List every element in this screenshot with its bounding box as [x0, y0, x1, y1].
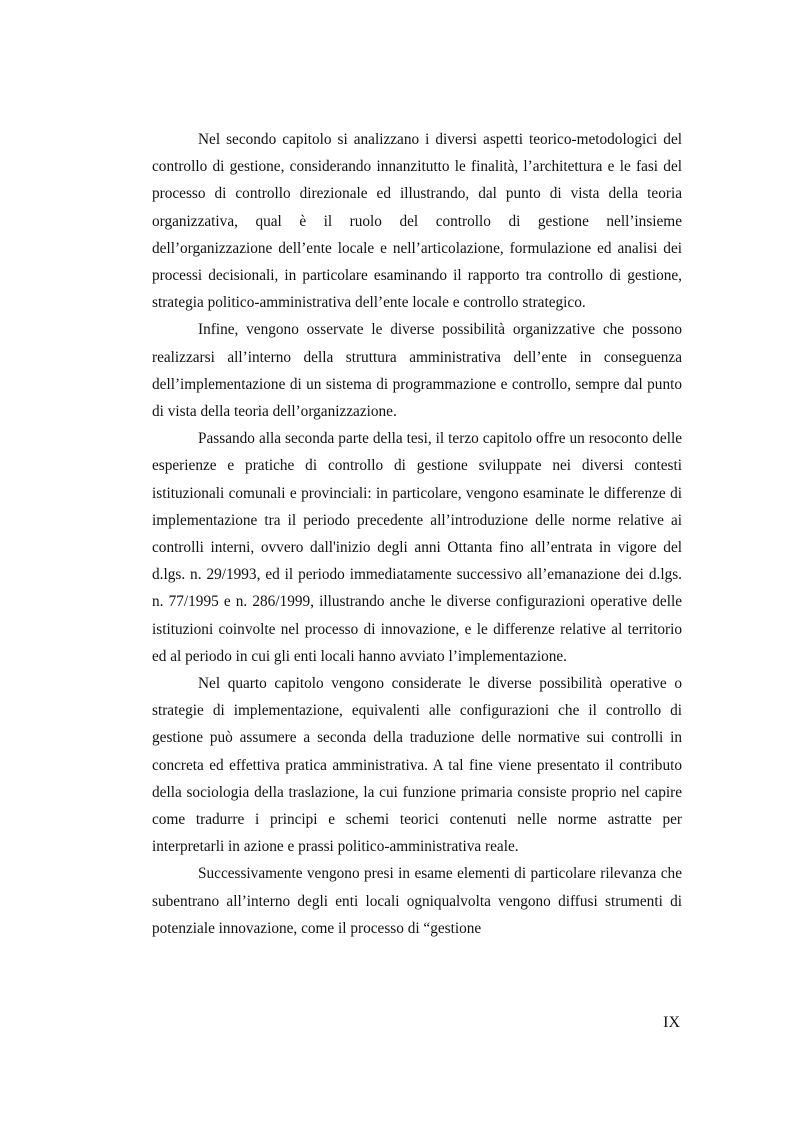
paragraph-4: Nel quarto capitolo vengono considerate le diverse possibilità operative o strategie di implementazione, equivalenti alle configurazioni che il controllo di gestione può assumere a seconda della traduzione delle normative sui controlli in concreta ed effettiva pratica amministrativa. A tal fine viene presentato il contributo della sociologia della traslazione, la cui funzione primaria consiste proprio nel capire come tradurre i principi e schemi teorici contenuti nelle norme astratte per interpretarli in azione e prassi politico-amministrativa reale.	[152, 675, 682, 856]
paragraph-3: Passando alla seconda parte della tesi, il terzo capitolo offre un resoconto delle esperienze e pratiche di controllo di gestione sviluppate nei diversi contesti istituzionali comunali e provinciali: in particolare, vengono esaminate le differenze di implementazione tra il periodo precedente all’introduzione delle norme relative ai controlli interni, ovvero dall'inizio degli anni Ottanta fino all’entrata in vigore del d.lgs. n. 29/1993, ed il periodo immediatamente successivo all’emanazione dei d.lgs. n. 77/1995 e n. 286/1999, illustrando anche le diverse configurazioni operative delle istituzioni coinvolte nel processo di innovazione, e le differenze relative al territorio ed al periodo in cui gli enti locali hanno avviato l’implementazione.	[152, 430, 682, 665]
page-number: IX	[663, 1014, 680, 1031]
paragraph-5: Successivamente vengono presi in esame elementi di particolare rilevanza che subentrano all’interno degli enti locali ogniqualvolta vengono diffusi strumenti di potenziale innovazione, come il processo di “gestione	[152, 865, 682, 937]
page-body	[152, 126, 682, 942]
paragraph-1: Nel secondo capitolo si analizzano i diversi aspetti teorico-metodologici del controllo di gestione, considerando innanzitutto le finalità, l’architettura e le fasi del processo di controllo direzionale ed illustrando, dal punto di vista della teoria organizzativa, qual è il ruolo del controllo di gestione nell’insieme dell’organizzazione dell’ente locale e nell’articolazione, formulazione ed analisi dei processi decisionali, in particolare esaminando il rapporto tra controllo di gestione, strategia politico-amministrativa dell’ente locale e controllo strategico.	[152, 131, 682, 312]
paragraph-2: Infine, vengono osservate le diverse possibilità organizzative che possono realizzarsi all’interno della struttura amministrativa dell’ente in conseguenza dell’implementazione di un sistema di programmazione e controllo, sempre dal punto di vista della teoria dell’organizzazione.	[152, 321, 682, 421]
